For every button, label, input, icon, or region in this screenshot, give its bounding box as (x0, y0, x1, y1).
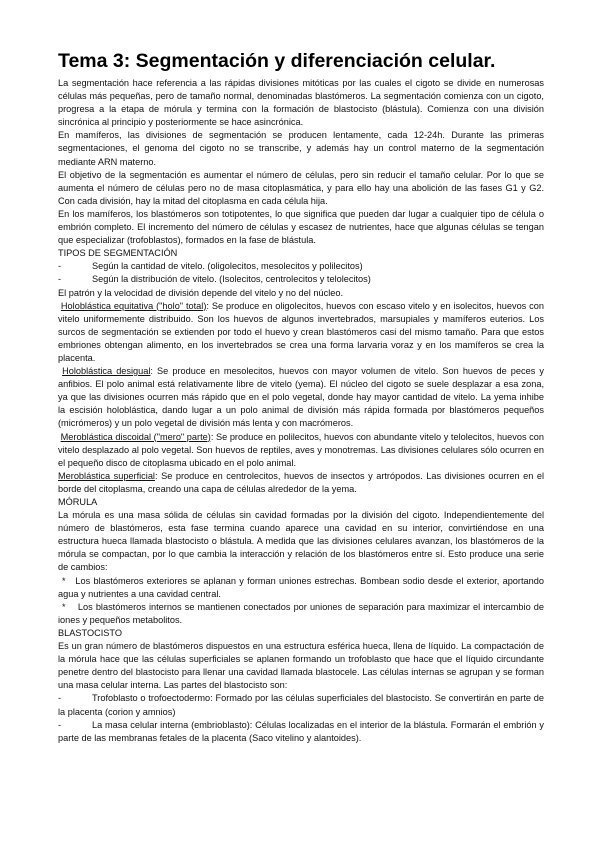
holoblastica-equitativa-text: : Se produce en oligolecitos, huevos con escaso vitelo y en isolecitos, huevos con vitelo uniformemente distribuido. Son los huevos de algunos invertebrados, marsupiales y mamíferos euterios. Los surcos de segmentación se extienden por todo el huevo y crean blastómeros casi del mismo tamaño. Para que estos embriones obtengan alimento, en los invertebrados se crea una forma larvaria voraz y en los mamíferos se crea la placenta. (58, 300, 544, 363)
cambio-item (58, 601, 544, 627)
parte-text: Trofoblasto o trofoectodermo: Formado por las células superficiales del blastocisto. Se convertirán en parte de la placenta (corion y amnios) (58, 693, 544, 717)
holoblastica-desigual-text: : Se produce en mesolecitos, huevos con mayor volumen de vitelo. Son huevos de peces y anfibios. El polo animal está relativamente libre de vitelo (yema). El núcleo del cigoto se suele desplazar a esa zona, ya que las divisiones ocurren más rápido que en el polo vegetal, donde hay mayor cantidad de vitelo. La yema inhibe la escisión holoblástica, dando lugar a un polo animal de división más rápida formada por blastómeros pequeños (micrómeros) y un polo vegetal de división más lenta y con macrómeros. (58, 366, 544, 429)
dash-bullet: - (58, 719, 62, 730)
morula-paragraph: La mórula es una masa sólida de células sin cavidad formadas por la división del cigoto. Independientemente del número de blastómeros, esta fase termina cuando aparece una cavidad en su interior, convirtiéndose en una estructura hueca llamada blastocisto o blástula. A medida que las divisiones celulares avanzan, los blastómeros de la mórula se compactan, por lo que cambia la interacción y relación de los blastómeros entre sí. Esto produce una serie de cambios: (58, 510, 544, 573)
holoblastica-equitativa-paragraph (58, 300, 544, 365)
cambio-item (58, 575, 544, 601)
dash-bullet: - (58, 261, 62, 272)
totipotentes-paragraph: En los mamíferos, los blastómeros son totipotentes, lo que significa que pueden dar lugar a cualquier tipo de célula o embrión completo. El incremento del número de células y escasez de nutrientes, hace que algunas células se tengan que especializar (trofoblastos), formados en la fase de blástula. (58, 208, 544, 246)
blastocisto-heading: BLASTOCISTO (58, 627, 122, 638)
meroblastica-discoidal-term: Meroblástica discoidal ("mero" parte) (60, 431, 211, 442)
meroblastica-discoidal-text: : Se produce en polilecitos, huevos con abundante vitelo y telolecitos, huevos con vitelo desplazado al polo vegetal. Son huevos de reptiles, aves y monotremas. Las divisiones celulares sólo ocurren en el pequeño disco de citoplasma ubicado en el polo animal. (58, 431, 544, 468)
list-item-text: Según la distribución de vitelo. (Isolecitos, centrolecitos y telolecitos) (92, 274, 371, 285)
objetivo-paragraph: El objetivo de la segmentación es aumentar el número de células, pero sin reducir el tamaño celular. Por lo que se aumenta el número de células pero no de masa citoplasmática, y para ello hay una abolición de las fases G1 y G2. Con cada división, hay la mitad del citoplasma en cada célula hija. (58, 169, 544, 206)
star-bullet: * (62, 575, 66, 586)
holoblastica-desigual-term: Holoblástica desigual (62, 366, 151, 377)
meroblastica-superficial-text: : Se produce en centrolecitos, huevos de insectos y artrópodos. Las divisiones ocurren en el borde del citoplasma, creando una capa de células alrededor de la yema. (58, 470, 545, 494)
star-bullet: * (62, 601, 66, 612)
page-title: Tema 3: Segmentación y diferenciación celular. (58, 50, 496, 72)
mamiferos-paragraph: En mamíferos, las divisiones de segmentación se producen lentamente, cada 12-24h. Durante las primeras segmentaciones, el genoma del cigoto no se transcribe, y además hay un control materno de la segmentación mediante ARN materno. (58, 130, 544, 167)
cambio-text: Los blastómeros internos se mantienen conectados por uniones de separación para maximizar el intercambio de iones y pequeños metabolitos. (58, 601, 544, 625)
blastocisto-paragraph: Es un gran número de blastómeros dispuestos en una estructura esférica hueca, llena de líquido. La compactación de la mórula hace que las células superficiales se aplanen formando un trofoblasto que hace que el líquido circundante penetre dentro del blastocisto para llenar una cavidad llamada blastocele. Las células internas se agrupan y se forman una masa celular interna. Las partes del blastocisto son: (58, 641, 544, 691)
list-item (58, 273, 544, 286)
patron-paragraph: El patrón y la velocidad de división depende del vitelo y no del núcleo. (58, 287, 344, 298)
cambio-text: Los blastómeros exteriores se aplanan y forman uniones estrechas. Bombean sodio desde el exterior, aportando agua y nutrientes a una cavidad central. (58, 575, 544, 599)
parte-item (58, 692, 544, 718)
dash-bullet: - (58, 274, 62, 285)
morula-heading: MÓRULA (58, 497, 98, 507)
list-item (58, 260, 544, 273)
dash-bullet: - (58, 693, 62, 704)
intro-paragraph: La segmentación hace referencia a las rápidas divisiones mitóticas por las cuales el cigoto se divide en numerosas células más pequeñas, pero de tamaño normal, denominadas blastómeros. La segmentación comienza con un cigoto, progresa a la etapa de mórula y termina con la formación de blastocisto (blástula). Comienza con una división sincrónica al principio y posteriormente se hace asincrónica. (58, 78, 544, 128)
parte-text: La masa celular interna (embrioblasto): Células localizadas en el interior de la blástula. Formarán el embrión y parte de las membranas fetales de la placenta (Saco vitelino y alantoides). (58, 719, 544, 743)
parte-item (58, 719, 544, 745)
meroblastica-superficial-term: Meroblástica superficial (58, 470, 155, 481)
holoblastica-equitativa-term: Holoblástica equitativa ("holo" total) (60, 300, 207, 311)
document-page (58, 50, 544, 745)
holoblastica-desigual-paragraph (58, 365, 544, 430)
tipos-heading: TIPOS DE SEGMENTACIÓN (58, 248, 178, 259)
list-item-text: Según la cantidad de vitelo. (oligolecitos, mesolecitos y polilecitos) (92, 261, 363, 272)
meroblastica-superficial-paragraph (58, 470, 544, 496)
meroblastica-discoidal-paragraph (58, 431, 544, 470)
